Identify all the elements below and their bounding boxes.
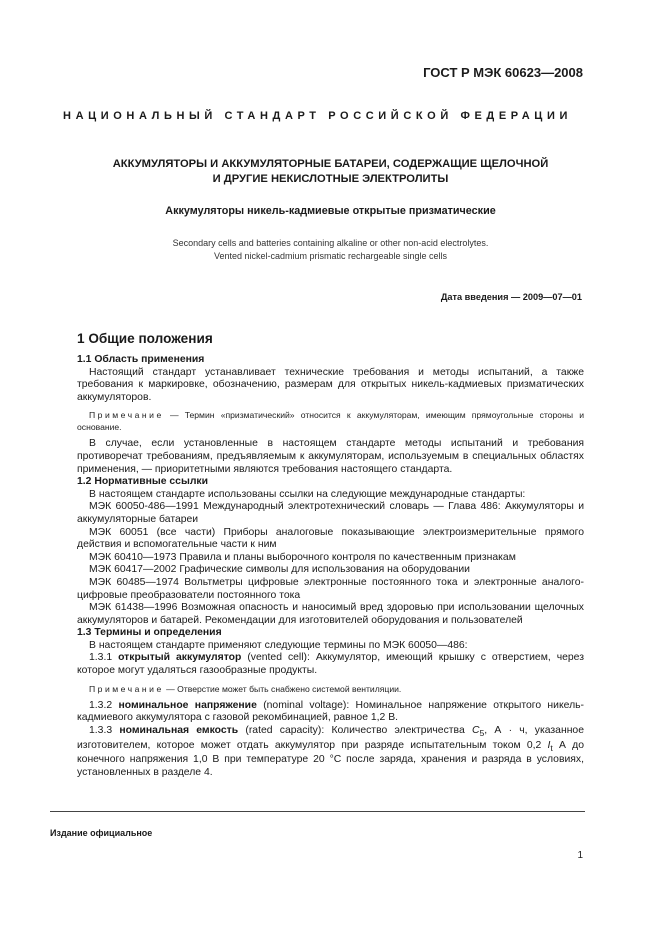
- term-definition: (vented cell): Аккумулятор, имеющий крышку с отверстием, через которое могут удаляться газообразные продукты.: [77, 652, 584, 677]
- subsection-heading-1-2: 1.2 Нормативные ссылки: [77, 476, 209, 488]
- reference-item: МЭК 61438—1996 Возможная опасность и наносимый вред здоровью при использовании щелочных аккумуляторов и батарей. Рекомендации для изготовителей оборудования и пользователей: [77, 602, 584, 626]
- english-title-line-1: Secondary cells and batteries containing alkaline or other non-acid electrolytes.: [172, 238, 489, 248]
- term-name: номинальная емкость: [119, 724, 239, 736]
- term-definition-c: А до конечного напряжения 1,0 В при температуре 20 °C после заряда, хранения и разряда в условиях, установленных в разделе 4.: [77, 739, 585, 778]
- section-title: 1 Общие положения: [77, 331, 213, 346]
- term-number: 1.3.1: [89, 652, 119, 664]
- national-standard-heading: НАЦИОНАЛЬНЫЙ СТАНДАРТ РОССИЙСКОЙ ФЕДЕРАЦИИ: [63, 110, 572, 122]
- paragraph-priority: В случае, если установленные в настоящем стандарте методы испытаний и требования противоречат требованиям, предъявляемым к аккумуляторам, используемым в специальных областях применения, — приоритетными являются требования настоящего стандарта.: [77, 438, 584, 475]
- document-subtitle: Аккумуляторы никель-кадмиевые открытые призматические: [165, 205, 496, 217]
- title-line-2: И ДРУГИЕ НЕКИСЛОТНЫЕ ЭЛЕКТРОЛИТЫ: [212, 173, 449, 185]
- document-title: [60, 157, 601, 187]
- paragraph-scope: Настоящий стандарт устанавливает технические требования и методы испытаний, а также требования к маркировке, обозначению, размерам для открытых никель-кадмиевых призматических аккумуляторов.: [77, 366, 584, 403]
- reference-item: МЭК 60417—2002 Графические символы для использования на оборудовании: [89, 564, 470, 576]
- reference-item: МЭК 60410—1973 Правила и планы выборочного контроля по качественным признакам: [89, 551, 516, 563]
- current-subscript: t: [550, 742, 553, 753]
- term-definition: (nominal voltage): Номинальное напряжение открытого никель-кадмиевого аккумулятора с газовой рекомбинацией, равное 1,2 В.: [77, 699, 585, 724]
- paragraph-refs-intro: В настоящем стандарте использованы ссылки на следующие международные стандарты:: [89, 488, 526, 500]
- note-2: [77, 683, 584, 695]
- term-1-3-2: [77, 700, 584, 725]
- term-definition-a: (rated capacity): Количество электричества: [238, 724, 472, 736]
- term-1-3-3: [77, 725, 584, 780]
- edition-label: Издание официальное: [50, 828, 153, 838]
- subsection-heading-1-1: 1.1 Область применения: [77, 354, 205, 365]
- date-of-introduction: Дата введения — 2009—07—01: [440, 292, 582, 302]
- title-line-1: АККУМУЛЯТОРЫ И АККУМУЛЯТОРНЫЕ БАТАРЕИ, СОДЕРЖАЩИЕ ЩЕЛОЧНОЙ: [112, 158, 549, 170]
- capacity-subscript: 5: [479, 727, 485, 738]
- note-1: [77, 409, 584, 433]
- note-1-text: — Термин «призматический» относится к аккумуляторам, имеющим прямоугольные стороны и основание.: [77, 410, 584, 433]
- reference-item: МЭК 60050-486—1991 Международный электротехнический словарь — Глава 486: Аккумуляторы и аккумуляторные батареи: [77, 501, 584, 525]
- note-1-label: Примечание: [89, 410, 164, 421]
- term-1-3-1: [77, 652, 584, 677]
- reference-item: МЭК 60051 (все части) Приборы аналоговые показывающие электроизмерительные прямого действия и вспомогательные части к ним: [77, 526, 584, 551]
- term-name: открытый аккумулятор: [118, 652, 242, 664]
- english-title-line-2: Vented nickel-cadmium prismatic rechargeable single cells: [213, 251, 448, 261]
- english-title: [60, 237, 601, 263]
- subsection-heading-1-3: 1.3 Термины и определения: [77, 627, 222, 639]
- term-number: 1.3.3: [89, 724, 120, 736]
- paragraph-terms-intro: В настоящем стандарте применяют следующие термины по МЭК 60050—486:: [89, 639, 468, 651]
- section-body: [77, 354, 584, 779]
- term-number: 1.3.2: [89, 699, 119, 711]
- note-2-label: Примечание: [89, 683, 164, 694]
- note-2-text: — Отверстие может быть снабжено системой вентиляции.: [163, 683, 402, 694]
- page-number: 1: [577, 850, 583, 861]
- term-name: номинальное напряжение: [118, 699, 257, 711]
- reference-item: МЭК 60485—1974 Вольтметры цифровые электронные постоянного тока и электронные аналого-цифровые преобразователи постоянного тока: [77, 576, 584, 601]
- term-definition-b: , А · ч, указанное изготовителем, которое может отдать аккумулятор при разряде испытательным током 0,2: [77, 724, 584, 751]
- current-symbol: I: [547, 739, 551, 751]
- capacity-symbol: C: [471, 724, 480, 736]
- standard-number: ГОСТ Р МЭК 60623—2008: [423, 65, 583, 80]
- footer-divider: [50, 811, 585, 812]
